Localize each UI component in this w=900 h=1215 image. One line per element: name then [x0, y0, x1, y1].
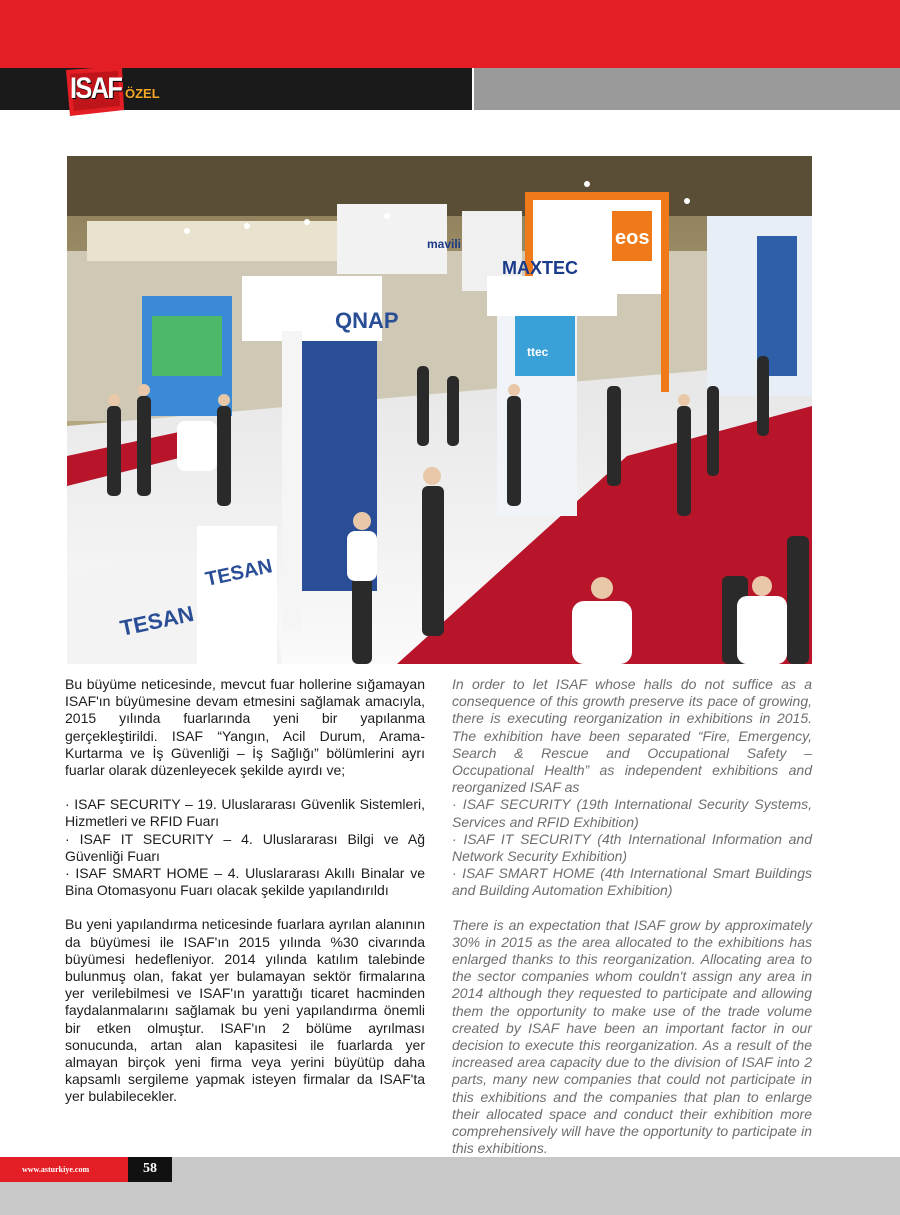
- tr-gap: [65, 779, 425, 796]
- sign-mavili: mavili: [427, 237, 462, 251]
- top-red-band: [0, 0, 900, 68]
- sign-maxtec: MAXTEC: [502, 258, 578, 278]
- en-gap: [452, 900, 812, 917]
- exhibition-hall-photo: [67, 156, 812, 664]
- turkish-column: [65, 676, 425, 1106]
- sign-qnap: QNAP: [335, 308, 399, 333]
- sign-eos: eos: [615, 227, 650, 249]
- header-grey-bar: [474, 68, 900, 110]
- tr-list-item: · ISAF SECURITY – 19. Uluslararası Güvenlik Sistemleri, Hizmetleri ve RFID Fuarı: [65, 796, 425, 830]
- photo-illustration: [67, 156, 812, 664]
- en-list-item: · ISAF SECURITY (19th International Security Systems, Services and RFID Exhibition): [452, 796, 812, 830]
- english-column: [452, 676, 812, 1157]
- tr-paragraph-intro: Bu büyüme neticesinde, mevcut fuar hollerine sığamayan ISAF'ın büyümesine devam etmesini sağlamak amacıyla, 2015 yılında fuarlarında yeni bir yapılanma gerçekleştirildi. ISAF “Yangın, Acil Durum, Arama-Kurtarma ve İş Güvenliği – İş Sağlığı” bölümlerini ayrı fuarlar olarak düzenleyecek şekilde ayırdı ve;: [65, 676, 425, 779]
- tr-list-item: · ISAF IT SECURITY – 4. Uluslararası Bilgi ve Ağ Güvenliği Fuarı: [65, 830, 425, 864]
- en-paragraph-growth: There is an expectation that ISAF grow by approximately 30% in 2015 as the area allocated to the exhibitions has enlarged thanks to this reorganization. Allocating area to the sector companies whom couldn't assign any area in 2014 although they requested to participate and allowing them the opportunity to make use of the trade volume created by ISAF have been an important factor in our decision to execute this reorganization. As a result of the increased area capacity due to the division of ISAF into 2 parts, many new companies that could not participate in this exhibitions and the companies that plan to enlarge their allocated space and conduct their exhibition more comprehensively will have the opportunity to participate in this exhibitions.: [452, 916, 812, 1157]
- sign-tesan-2: TESAN: [117, 600, 196, 641]
- sign-tesan: TESAN: [203, 555, 275, 591]
- en-list-item: · ISAF SMART HOME (4th International Smart Buildings and Building Automation Exhibition): [452, 865, 812, 899]
- sign-ttec: ttec: [527, 345, 549, 359]
- tr-paragraph-growth: Bu yeni yapılandırma neticesinde fuarlara ayrılan alanının da büyümesi ile ISAF'ın 2015 yılında %30 civarında büyümesi hedefleniyor. 2014 yılında katılım talebinde bulunmuş olan, fakat yer bulamayan sektör firmalarına yer verilebilmesi ve ISAF'ın yarattığı ticaret hacminden faydalanmalarını sağlamak bu yeni yapılandırma önemli bir etken olmuştur. ISAF'ın 2 bölüme ayrılması sonucunda, artan alan kapasitesi ile fuarlarda yer almayan birçok yeni firma veya yerini büyütüp daha kapsamlı sergileme yapmak isteyen firmalar da ISAF'ta yer bulabilecekler.: [65, 916, 425, 1105]
- logo-text: ISAF: [70, 72, 122, 105]
- page-number: 58: [143, 1161, 157, 1176]
- en-list-item: · ISAF IT SECURITY (4th International Information and Network Security Exhibition): [452, 830, 812, 865]
- tr-list-item: · ISAF SMART HOME – 4. Uluslararası Akıllı Binalar ve Bina Otomasyonu Fuarı olacak şekilde yapılandırıldı: [65, 865, 425, 899]
- section-label: ÖZEL: [125, 86, 160, 101]
- tr-gap: [65, 899, 425, 916]
- footer-website[interactable]: www.asturkiye.com: [22, 1165, 90, 1174]
- en-paragraph-intro: In order to let ISAF whose halls do not suffice as a consequence of this growth preserve its pace of growing, there is executing reorganization in exhibitions in 2015. The exhibition have been separated “Fire, Emergency, Search & Rescue and Occupational Safety – Occupational Health” as independent exhibitions and reorganized ISAF as: [452, 676, 812, 796]
